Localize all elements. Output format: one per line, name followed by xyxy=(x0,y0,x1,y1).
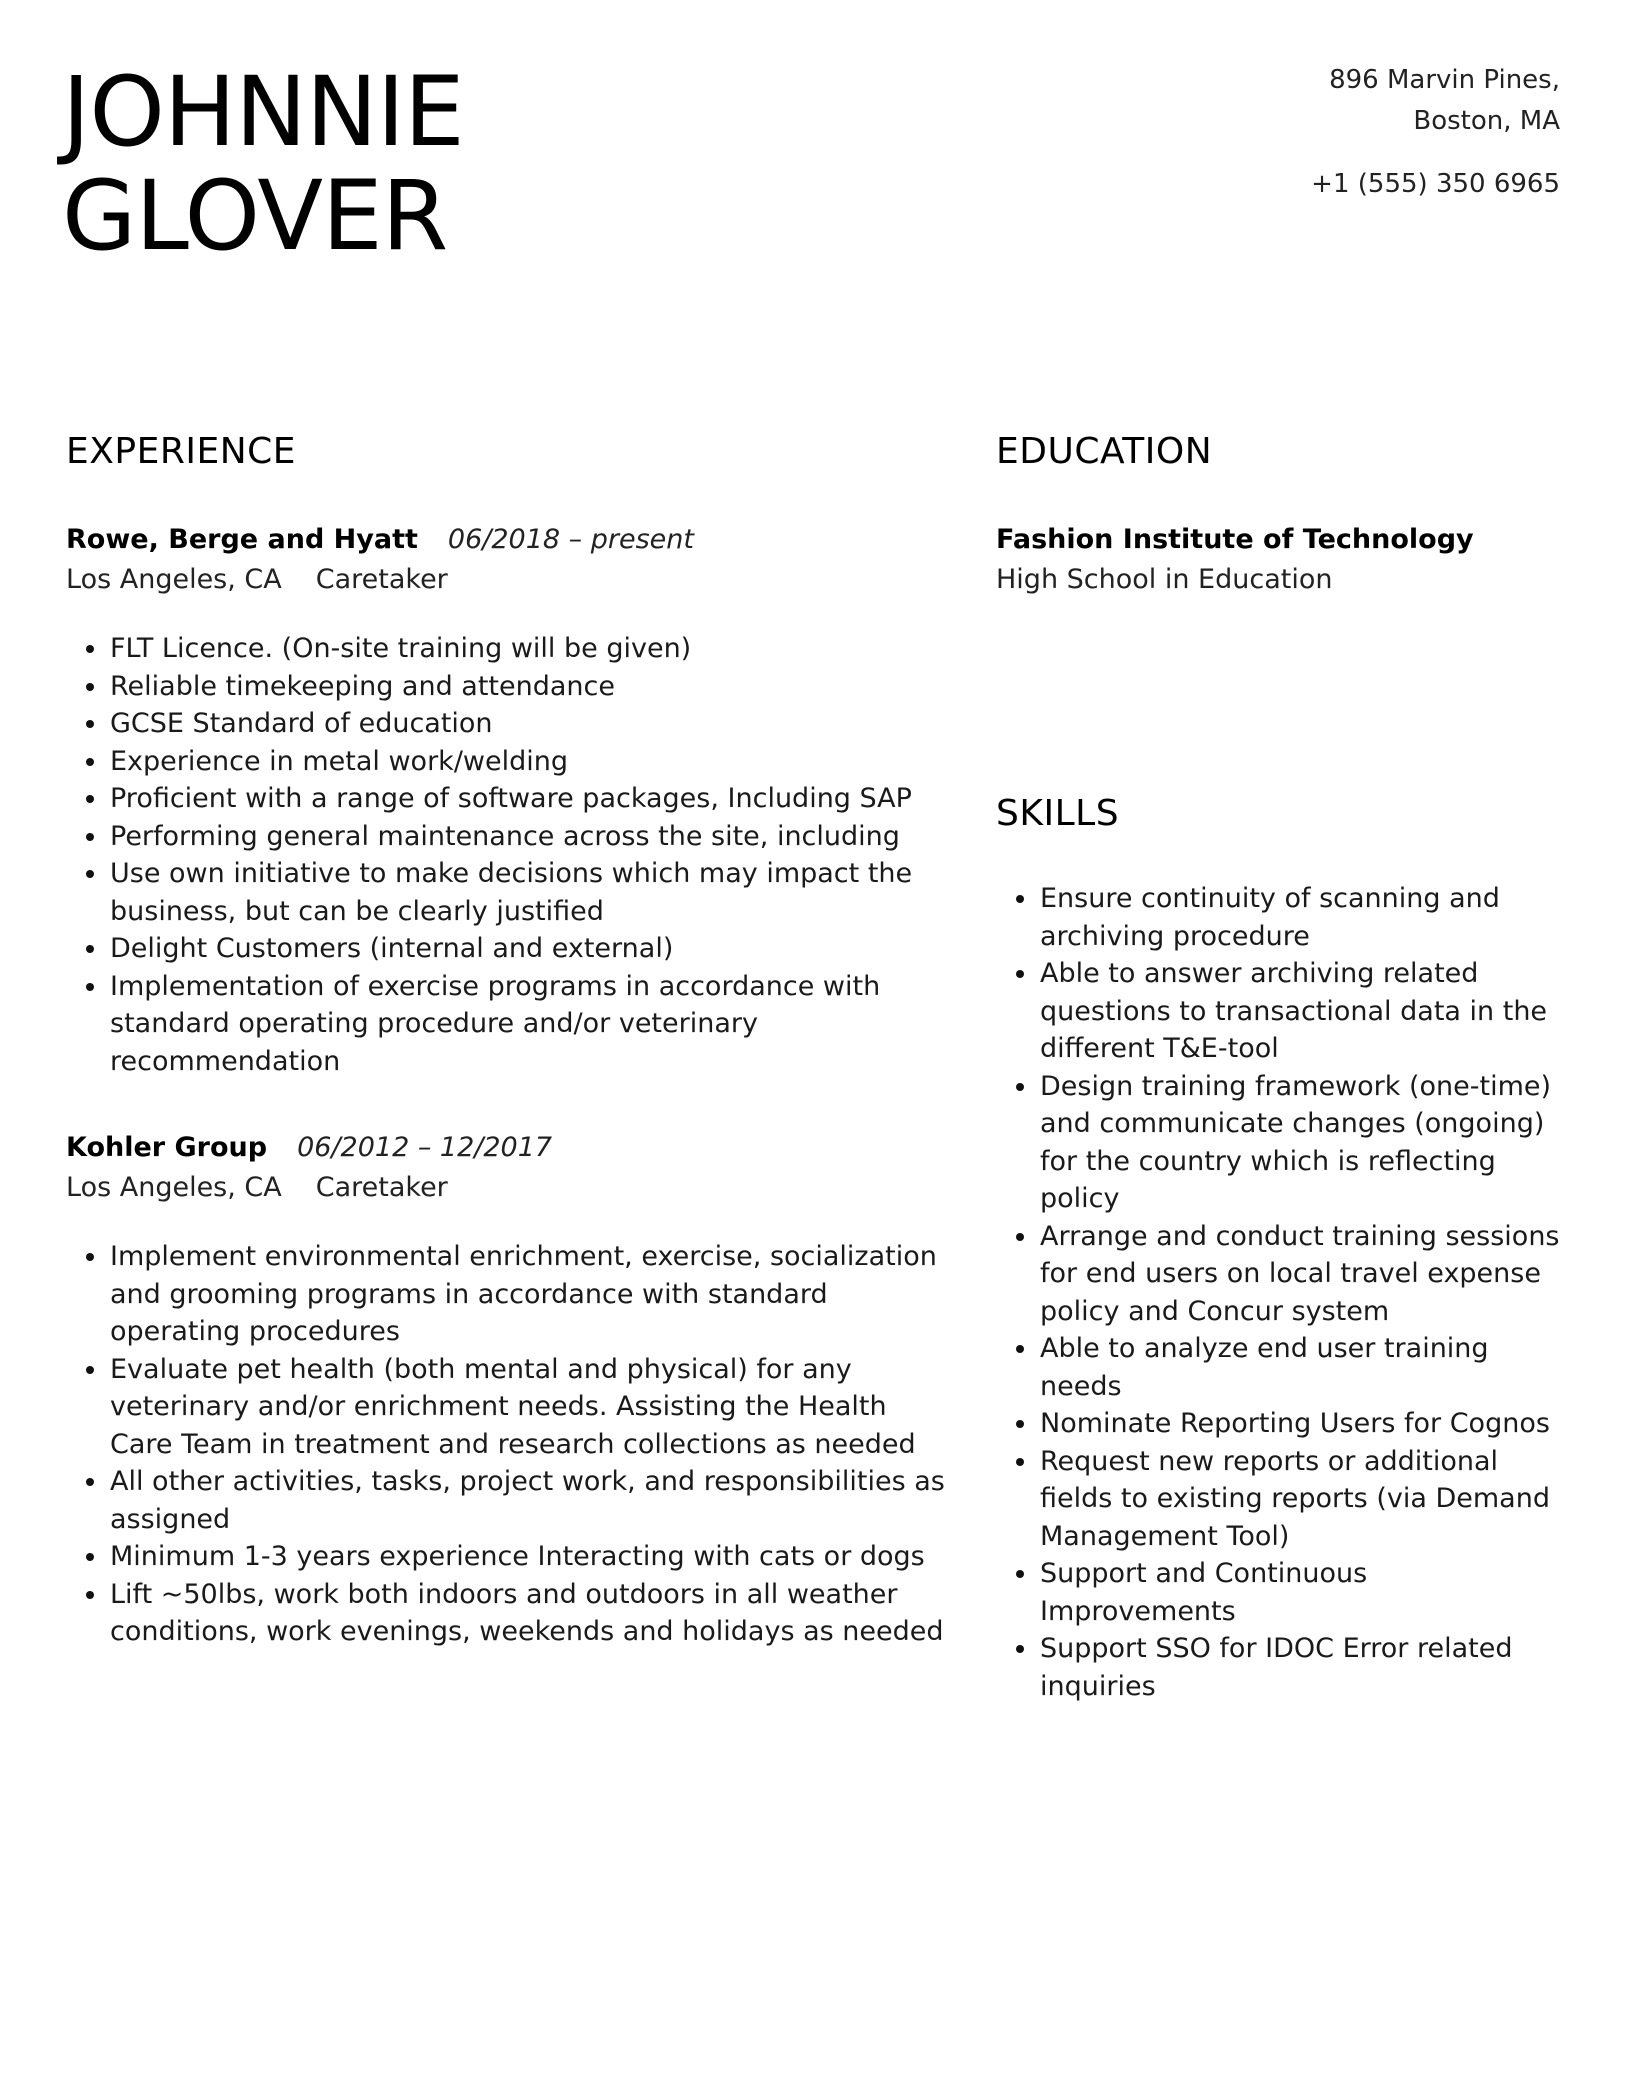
job-role: Caretaker xyxy=(315,1172,448,1203)
skill-item: Nominate Reporting Users for Cognos xyxy=(1040,1405,1566,1443)
job-bullet: FLT Licence. (On-site training will be given) xyxy=(110,630,946,668)
company-name: Rowe, Berge and Hyatt xyxy=(66,524,418,555)
job-bullet: Proficient with a range of software packages, Including SAP xyxy=(110,780,946,818)
skills-heading: SKILLS xyxy=(996,793,1120,834)
skill-item: Support SSO for IDOC Error related inquiries xyxy=(1040,1630,1566,1705)
job-bullet: Experience in metal work/welding xyxy=(110,743,946,781)
job-bullet: Reliable timekeeping and attendance xyxy=(110,668,946,706)
education-entry xyxy=(996,520,1566,600)
job-bullet: Evaluate pet health (both mental and physical) for any veterinary and/or enrichment needs. Assisting the Health Care Team in treatment and research collections as needed xyxy=(110,1351,946,1464)
job-bullet: GCSE Standard of education xyxy=(110,705,946,743)
skill-item: Able to answer archiving related questions to transactional data in the different T&E-tool xyxy=(1040,955,1566,1068)
address-line-1: 896 Marvin Pines, xyxy=(1329,65,1560,95)
job-bullet: Implementation of exercise programs in accordance with standard operating procedure and/or veterinary recommendation xyxy=(110,968,946,1081)
experience-heading: EXPERIENCE xyxy=(66,431,297,472)
job-location: Los Angeles, CA xyxy=(66,1172,282,1203)
phone-number: +1 (555) 350 6965 xyxy=(1311,169,1560,199)
job-header xyxy=(66,1128,946,1168)
job-bullet: Lift ~50lbs, work both indoors and outdoors in all weather conditions, work evenings, weekends and holidays as needed xyxy=(110,1576,946,1651)
candidate-name xyxy=(62,56,464,272)
job-header xyxy=(66,520,946,560)
job-bullet: Implement environmental enrichment, exercise, socialization and grooming programs in accordance with standard operating procedures xyxy=(110,1238,946,1351)
school-name: Fashion Institute of Technology xyxy=(996,524,1474,555)
job-entry xyxy=(66,520,946,1080)
job-subheader xyxy=(66,1168,946,1208)
experience-section xyxy=(66,428,946,1651)
degree: High School in Education xyxy=(996,564,1333,595)
company-name: Kohler Group xyxy=(66,1132,268,1163)
job-bullet: Minimum 1-3 years experience Interacting with cats or dogs xyxy=(110,1538,946,1576)
job-entry xyxy=(66,1128,946,1651)
job-bullet: Use own initiative to make decisions which may impact the business, but can be clearly justified xyxy=(110,855,946,930)
skill-item: Support and Continuous Improvements xyxy=(1040,1555,1566,1630)
job-role: Caretaker xyxy=(315,564,448,595)
job-bullet-list xyxy=(66,630,946,1080)
job-dates: 06/2018 – present xyxy=(447,524,694,555)
contact-block xyxy=(1311,60,1560,205)
skill-item: Able to analyze end user training needs xyxy=(1040,1330,1566,1405)
job-bullet: Delight Customers (internal and external) xyxy=(110,930,946,968)
job-bullet-list xyxy=(66,1238,946,1651)
education-section xyxy=(996,428,1566,600)
job-location: Los Angeles, CA xyxy=(66,564,282,595)
right-column xyxy=(996,428,1566,1705)
skills-list xyxy=(996,880,1566,1705)
address-line-2: Boston, MA xyxy=(1413,106,1560,136)
skills-section xyxy=(996,790,1566,1705)
skill-item: Request new reports or additional fields to existing reports (via Demand Management Tool) xyxy=(1040,1443,1566,1556)
education-heading: EDUCATION xyxy=(996,431,1213,472)
skill-item: Arrange and conduct training sessions for end users on local travel expense policy and Concur system xyxy=(1040,1218,1566,1331)
first-name: JOHNNIE xyxy=(62,56,464,168)
job-subheader xyxy=(66,560,946,600)
job-bullet: All other activities, tasks, project work, and responsibilities as assigned xyxy=(110,1463,946,1538)
job-bullet: Performing general maintenance across the site, including xyxy=(110,818,946,856)
last-name: GLOVER xyxy=(62,160,448,272)
job-dates: 06/2012 – 12/2017 xyxy=(297,1132,553,1163)
skill-item: Design training framework (one-time) and communicate changes (ongoing) for the country which is reflecting policy xyxy=(1040,1068,1566,1218)
skill-item: Ensure continuity of scanning and archiving procedure xyxy=(1040,880,1566,955)
